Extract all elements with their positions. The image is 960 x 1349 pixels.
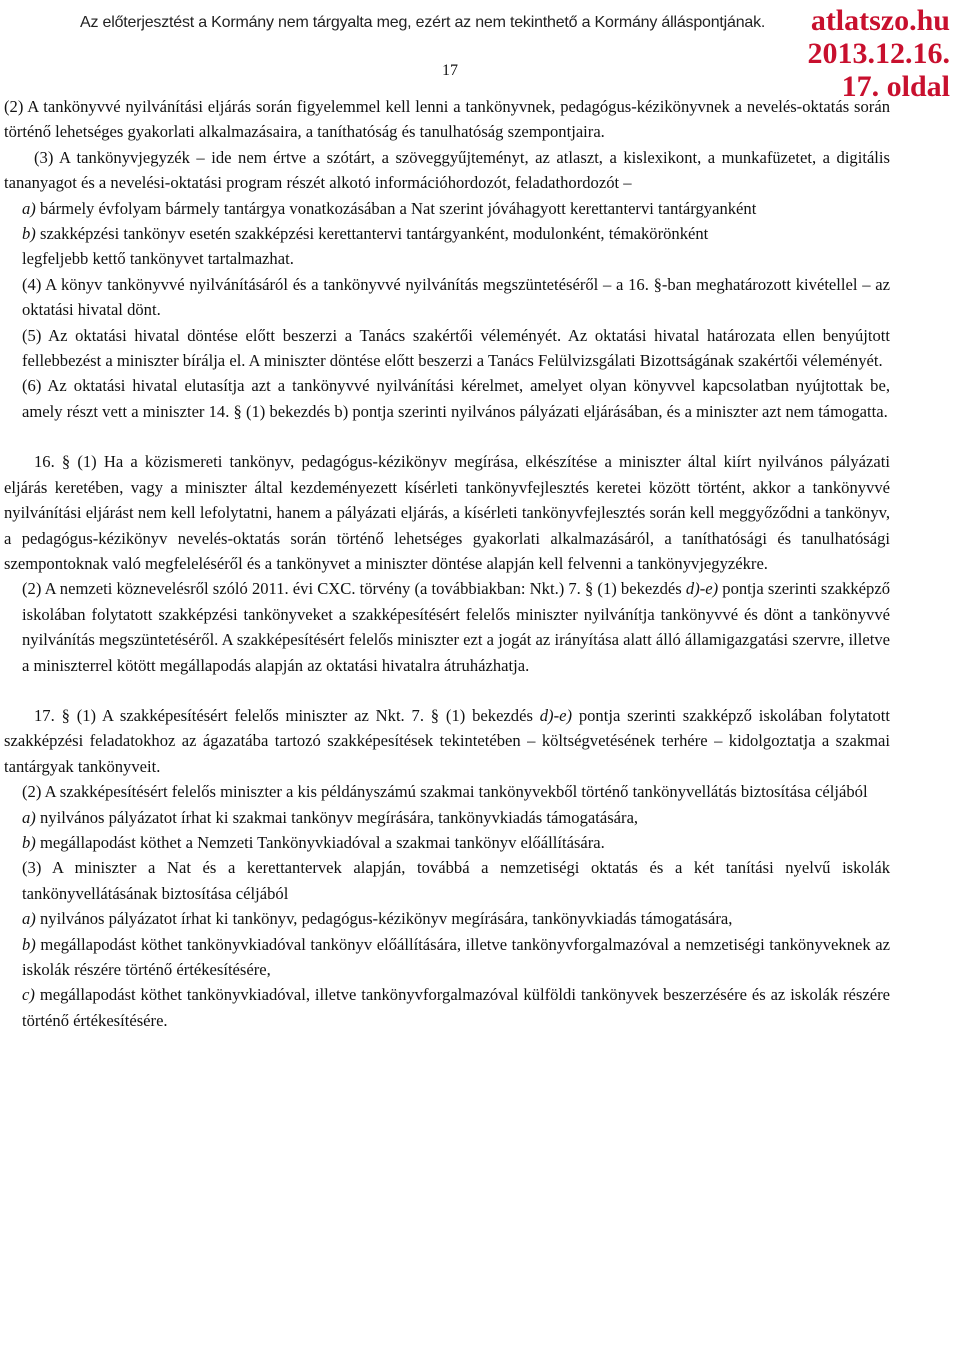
paragraph-text: 17. § (1) A szakképesítésért felelős miniszter az Nkt. 7. § (1) bekezdés bbox=[34, 705, 540, 725]
header-disclaimer: Az előterjesztést a Kormány nem tárgyalta meg, ezért az nem tekinthető a Kormány álláspontjának. bbox=[80, 14, 766, 31]
list-item bbox=[4, 830, 890, 855]
paragraph: (3) A tankönyvjegyzék – ide nem értve a szótárt, a szöveggyűjteményt, az atlaszt, a kislexikont, a munkafüzetet, a digitális tananyagot és a nevelési-oktatási program részét alkotó információhordozót, feladathordozót – bbox=[4, 147, 890, 193]
list-text: megállapodást köthet tankönyvkiadóval tankönyv előállítására, illetve tankönyvforgalmazóval a nemzetiségi tankönyveknek az iskolák részére történő értékesítésére, bbox=[22, 934, 890, 979]
paragraph bbox=[4, 576, 890, 678]
list-item bbox=[4, 906, 890, 931]
list-item bbox=[4, 932, 890, 983]
list-item bbox=[4, 805, 890, 830]
list-item bbox=[4, 982, 890, 1033]
list-text: nyilvános pályázatot írhat ki tankönyv, pedagógus-kézikönyv megírására, tankönyvkiadás támogatására, bbox=[39, 909, 733, 929]
paragraph: (5) Az oktatási hivatal döntése előtt beszerzi a Tanács szakértői véleményét. Az oktatási hivatal határozata ellen benyújtott fellebbezést a miniszter bírálja el. A miniszter döntése előtt beszerzi a Tanács Felülvizsgálati Bizottságának szakértői véleményét. bbox=[22, 325, 890, 371]
paragraph: 16. § (1) Ha a közismereti tankönyv, pedagógus-kézikönyv megírása, elkészítése a miniszter által kiírt nyilvános pályázati eljárás keretében, vagy a miniszter által kezdeményezett kísérleti tankönyvfejlesztés keretei között történt, akkor a tankönyvvé nyilvánítási eljárást nem kell lefolytatni, hanem a pályázati eljárás, a kísérleti tankönyvfejlesztés során kell meggyőződni a tankönyv, a pedagógus-kézikönyv nevelés-oktatás során történő lehetséges gyakorlati alkalmazásáról, a taníthatósági és tanulhatósági szempontoknak való megfeleléséről és a tankönyvet a miniszter döntése alapján kell felvenni a tankönyvjegyzékre. bbox=[4, 452, 890, 573]
page-number: 17 bbox=[442, 62, 458, 79]
list-label: a) bbox=[22, 909, 36, 929]
list-label: a) bbox=[22, 198, 36, 218]
paragraph: (2) A tankönyvvé nyilvánítási eljárás során figyelemmel kell lenni a tankönyvnek, pedagógus-kézikönyvnek a nevelés-oktatás során történő lehetséges gyakorlati alkalmazásaira, a taníthatóság és tanulhatóság szempontjaira. bbox=[4, 97, 890, 142]
paragraph: (3) A miniszter a Nat és a kerettantervek alapján, továbbá a nemzetiségi oktatás és a két tanítási nyelvű iskolák tankönyvellátásának biztosítása céljából bbox=[22, 858, 890, 903]
paragraph bbox=[4, 703, 890, 779]
watermark-site: atlatszo.hu bbox=[810, 4, 950, 37]
paragraph: (6) Az oktatási hivatal elutasítja azt a tankönyvvé nyilvánítási kérelmet, amelyet olyan könyvvel kapcsolatban nyújtottak be, amely részt vett a miniszter 14. § (1) bekezdés b) pontja szerinti nyilvános pályázati eljárásában, és a miniszter azt nem támogatta. bbox=[22, 376, 890, 421]
list-label: b) bbox=[22, 832, 36, 852]
paragraph: (4) A könyv tankönyvvé nyilvánításáról és a tankönyvvé nyilvánítás megszüntetéséről – a 16. §-ban meghatározott kivétellel – az oktatási hivatal dönt. bbox=[22, 274, 890, 320]
list-text: nyilvános pályázatot írhat ki szakmai tankönyv megírására, tankönyvkiadás támogatására, bbox=[39, 807, 639, 827]
paragraph-text: pontja szerinti szakképző iskolában folytatott szakképzési tankönyveket a szakképesítésért felelős miniszter nyilvánítja tankönyvvé és dönt a tankönyvvé nyilvánítás megszüntetéséről. A szakképesítésért felelős miniszter ezt a jogát az irányítása alatt álló államigazgatási szervre, illetve a miniszterrel kötött megállapodás alapján az oktatási hivatalra átruházhatja. bbox=[22, 579, 891, 675]
watermark-date: 2013.12.16. bbox=[807, 37, 950, 70]
list-text: megállapodást köthet tankönyvkiadóval, illetve tankönyvforgalmazóval külföldi tankönyvek beszerzésére és az iskolák részére történő értékesítésére. bbox=[22, 985, 890, 1030]
watermark-stamp bbox=[808, 4, 951, 103]
list-label: a) bbox=[22, 807, 36, 827]
paragraph-text: pontja szerinti szakképző iskolában folytatott szakképzési feladatokhoz az ágazatába tartozó szakképesítések tekintetében – költségvetésének terhére – kidolgoztatja a szakmai tantárgyak tankönyveit. bbox=[4, 705, 890, 776]
document-body bbox=[4, 94, 890, 1033]
list-text: szakképzési tankönyv esetén szakképzési kerettantervi tantárgyanként, modulonként, témakörönként bbox=[39, 224, 709, 244]
paragraph: legfeljebb kettő tankönyvet tartalmazhat. bbox=[22, 249, 294, 269]
paragraph-text: (2) A nemzeti köznevelésről szóló 2011. évi CXC. törvény (a továbbiakban: Nkt.) 7. § (1) bekezdés bbox=[22, 579, 686, 599]
paragraph: (2) A szakképesítésért felelős miniszter a kis példányszámú szakmai tankönyvekből történő tankönyvellátás biztosítása céljából bbox=[22, 782, 868, 802]
list-label: c) bbox=[22, 985, 35, 1005]
paragraph-emphasis: d)-e) bbox=[539, 705, 572, 725]
paragraph-emphasis: d)-e) bbox=[685, 579, 719, 599]
list-text: bármely évfolyam bármely tantárgya vonatkozásában a Nat szerint jóváhagyott kerettantervi tantárgyanként bbox=[39, 198, 757, 218]
list-label: b) bbox=[22, 224, 36, 244]
watermark-page: 17. oldal bbox=[841, 70, 950, 103]
list-item bbox=[4, 196, 890, 221]
list-label: b) bbox=[22, 934, 36, 954]
list-item bbox=[4, 221, 890, 246]
list-text: megállapodást köthet a Nemzeti Tankönyvkiadóval a szakmai tankönyv előállítására. bbox=[39, 832, 605, 852]
